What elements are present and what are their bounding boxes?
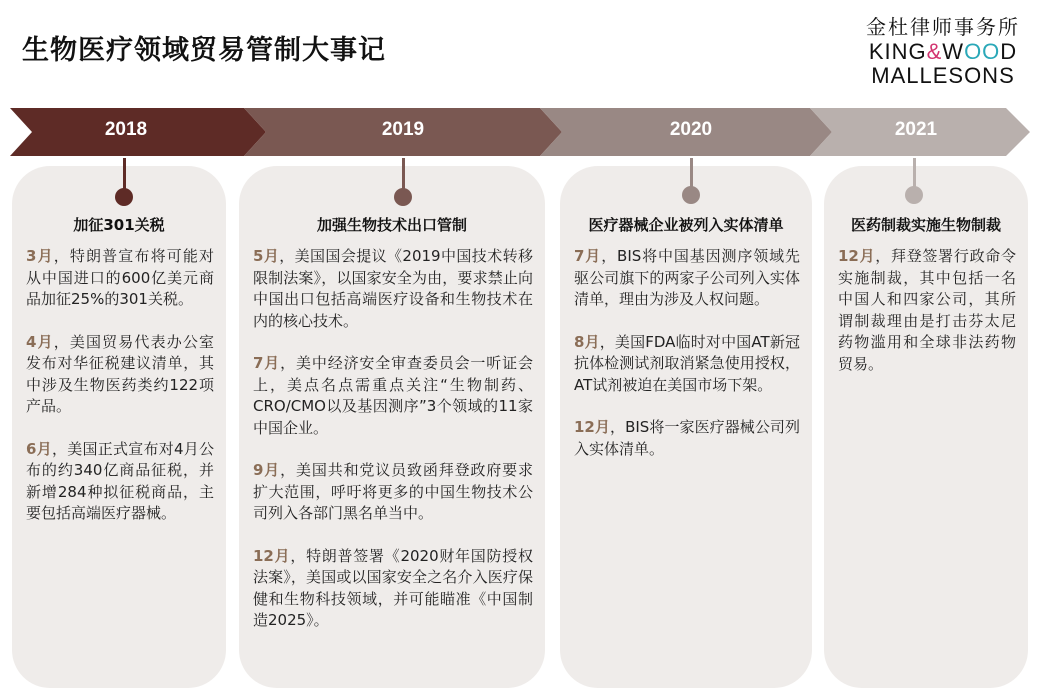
timeline-dot-2018 [115,188,133,206]
event-item: 12月，拜登签署行政命令实施制裁，其中包括一名中国人和四家公司，其所谓制裁理由是打击芬太尼药物滥用和全球非法药物贸易。 [838,247,1016,373]
card-heading: 加强生物技术出口管制 [316,216,467,234]
event-item: 4月，美国贸易代表办公室发布对华征税建议清单，其中涉及生物医药类约122项产品。 [26,332,214,415]
event-item: 6月，美国正式宣布对4月公布的约340亿商品征税，并新增284种拟征税商品，主要包括高端医疗器械。 [26,439,215,522]
event-item: 8月，美国FDA临时对中国AT新冠抗体检测试剂取消紧急使用授权，AT试剂被迫在美国市场下架。 [574,332,800,394]
timeline-dot-2020 [682,186,700,204]
card-heading: 医药制裁实施生物制裁 [850,216,1001,234]
event-list [253,246,533,653]
event-list [838,246,1016,396]
year-label-2018: 2018 [104,119,148,140]
year-card-2018 [12,166,226,688]
year-label-2021: 2021 [894,119,938,140]
year-label-2019: 2019 [381,119,425,140]
event-item: 9月，美国共和党议员致函拜登政府要求扩大范围，呼吁将更多的中国生物技术公司列入各部门黑名单当中。 [253,461,533,522]
logo-english-line-1: KING&WOOD [868,39,1018,64]
year-label-2020: 2020 [669,119,713,140]
firm-logo [858,14,1028,88]
page-title: 生物医疗领域贸易管制大事记 [22,35,386,66]
event-item: 12月，特朗普签署《2020财年国防授权法案》，美国或以国家安全之名介入医疗保健和生物科技领域，并可能瞄准《中国制造2025》。 [253,546,533,629]
event-item: 12月，BIS将一家医疗器械公司列入实体清单。 [574,418,800,458]
event-item: 5月，美国国会提议《2019中国技术转移限制法案》，以国家安全为由，要求禁止向中国出口包括高端医疗设备和生物技术在内的核心技术。 [253,247,533,330]
logo-english-line-2: MALLESONS [871,63,1015,88]
logo-chinese-name: 金杜律师事务所 [866,15,1020,39]
year-card-2021 [824,166,1028,688]
year-card-2020 [560,166,812,688]
event-item: 7月，BIS将中国基因测序领域先驱公司旗下的两家子公司列入实体清单，理由为涉及人权问题。 [574,247,800,308]
event-list [574,246,800,481]
event-item: 7月，美中经济安全审查委员会一听证会上，美点名点需重点关注“生物制药、CRO/CMO以及基因测序”3个领域的11家中国企业。 [253,354,533,437]
timeline-dot-2019 [394,188,412,206]
year-card-2019 [239,166,545,688]
timeline-dot-2021 [905,186,923,204]
card-heading: 加征301关税 [73,216,165,234]
event-list [26,246,214,546]
event-item: 3月，特朗普宣布将可能对从中国进口的600亿美元商品加征25%的301关税。 [26,247,214,308]
card-heading: 医疗器械企业被列入实体清单 [588,216,784,234]
